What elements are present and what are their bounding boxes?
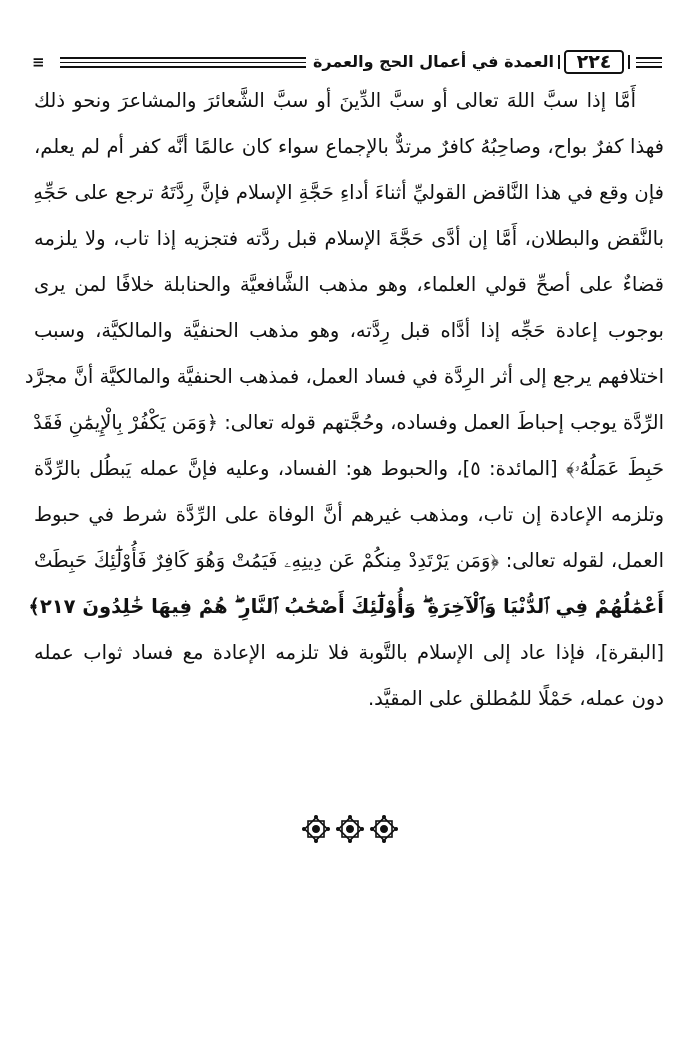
text-line: فهذا كفرٌ بواح، وصاحِبُهُ كافرٌ مرتدٌّ بالإجماع سواء كان عالمًا أنَّه كفر أم لم يعلم، xyxy=(34,135,664,158)
text-line: قضاءٌ على أصحِّ قولي العلماء، وهو مذهب الشَّافعيَّة والحنابلة خلافًا لمن يرى xyxy=(34,273,664,296)
text-line: بوجوب إعادة حَجِّه إذا أدَّاه قبل رِدَّته، وهو مذهب الحنفيَّة والمالكيَّة، وسبب xyxy=(34,319,664,342)
ornament-flower-icon xyxy=(335,814,365,844)
text-line: اختلافهم يرجع إلى أثر الرِدَّة في فساد العمل، فمذهب الحنفيَّة والمالكيَّة أنَّ مجرَّد xyxy=(24,365,664,388)
text-line: وتلزمه الإعادة إن تاب، ومذهب غيرهم أنَّ الوفاة على الرِّدَّة شرط في حبوط xyxy=(34,503,664,526)
header-rule-right xyxy=(636,57,662,68)
body-text xyxy=(24,78,664,722)
page-number: ٢٢٤ xyxy=(564,50,624,74)
page-header xyxy=(32,50,662,76)
text-line: أَمَّا إذا سبَّ اللهَ تعالى أو سبَّ الدِّينَ أو سبَّ الشَّعائرَ والمشاعرَ ونحو ذلك xyxy=(34,89,636,112)
ornament-flower-icon xyxy=(301,814,331,844)
quran-verse-line: أَعْمَٰلُهُمْ فِي ٱلدُّنْيَا وَٱلْآخِرَةِ ۖ وَأُوْلَٰٓئِكَ أَصْحَٰبُ ٱلنَّارِ ۖ هُمْ فِيهَا خَٰلِدُونَ ٢١٧﴾ xyxy=(28,595,664,618)
text-line: العمل، لقوله تعالى: ﴿وَمَن يَرْتَدِدْ مِنكُمْ عَن دِينِهِۦ فَيَمُتْ وَهُوَ كَافِرٌ فَأُوْلَٰٓئِكَ حَبِطَتْ xyxy=(34,549,664,572)
header-mark: ≡ xyxy=(32,53,45,71)
section-ornament xyxy=(300,814,400,846)
text-line: حَبِطَ عَمَلُهُۥ﴾ [المائدة: ٥]، والحبوط هو: الفساد، وعليه فإنَّ عمله يَبطُل بالرِّدَّة xyxy=(34,457,664,480)
ornament-flower-icon xyxy=(369,814,399,844)
running-title: العمدة في أعمال الحج والعمرة xyxy=(312,52,554,71)
text-line: فإن وقع في هذا النَّاقض القوليِّ أثناءَ أداءِ حَجَّةِ الإسلام فإنَّ رِدَّتَهُ ترجع على حَجِّهِ xyxy=(33,181,664,204)
text-line: بالنَّقض والبطلان، أَمَّا إن أدَّى حَجَّةَ الإسلام قبل ردَّته فتجزيه إذا تاب، ولا يلزمه xyxy=(34,227,664,250)
header-rule-left xyxy=(60,57,306,68)
text-line: [البقرة]، فإذا عاد إلى الإسلام بالتَّوبة فلا تلزمه الإعادة مع فساد ثواب عمله xyxy=(34,641,664,664)
text-line: الرِّدَّة يوجب إحباطَ العمل وفساده، وحُجَّتهم قوله تعالى: ﴿وَمَن يَكْفُرْ بِالْإِيمَٰنِ فَقَدْ xyxy=(33,411,664,434)
text-line: دون عمله، حَمْلًا للمُطلق على المقيَّد. xyxy=(367,687,664,710)
